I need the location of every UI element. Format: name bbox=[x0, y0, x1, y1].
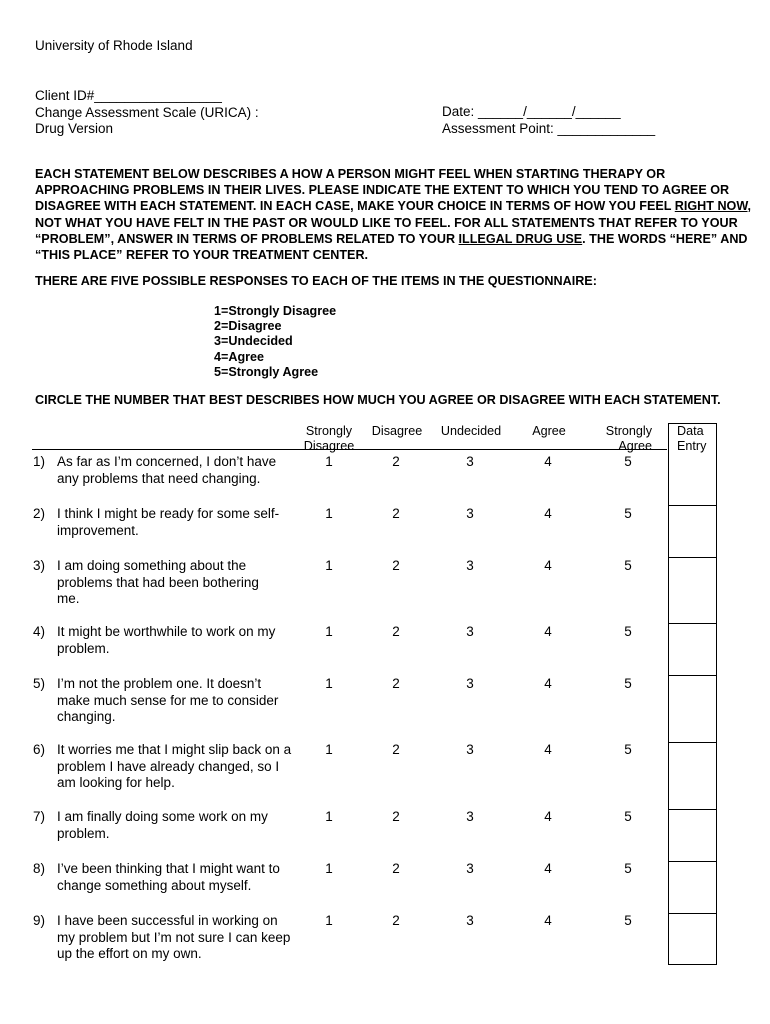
column-header-line: Agree bbox=[618, 438, 652, 453]
column-header-line: Entry bbox=[677, 438, 707, 453]
choice-3[interactable]: 3 bbox=[466, 454, 474, 469]
choice-3[interactable]: 3 bbox=[466, 742, 474, 757]
scale-option: 3=Undecided bbox=[214, 334, 293, 349]
choice-1[interactable]: 1 bbox=[325, 454, 333, 469]
choice-3[interactable]: 3 bbox=[466, 809, 474, 824]
instructions-emphasis-drug-use: ILLEGAL DRUG USE bbox=[458, 231, 583, 246]
item-text: I’ve been thinking that I might want to change something about myself. bbox=[57, 861, 280, 893]
choice-3[interactable]: 3 bbox=[466, 558, 474, 573]
choice-2[interactable]: 2 bbox=[392, 742, 400, 757]
choice-5[interactable]: 5 bbox=[624, 506, 632, 521]
header-divider bbox=[32, 449, 667, 450]
item-text: I am finally doing some work on my problem. bbox=[57, 809, 268, 841]
possible-responses-heading: THERE ARE FIVE POSSIBLE RESPONSES TO EACH OF THE ITEMS IN THE QUESTIONNAIRE: bbox=[35, 274, 597, 288]
choice-3[interactable]: 3 bbox=[466, 506, 474, 521]
item-number: 8) bbox=[33, 861, 46, 876]
choice-4[interactable]: 4 bbox=[544, 558, 552, 573]
choice-5[interactable]: 5 bbox=[624, 624, 632, 639]
instructions-emphasis-right-now: RIGHT NOW bbox=[674, 199, 748, 214]
client-id-field[interactable]: Client ID#_________________ bbox=[35, 88, 222, 103]
choice-5[interactable]: 5 bbox=[624, 676, 632, 691]
data-entry-column bbox=[668, 423, 717, 965]
column-header-undecided: Undecided bbox=[440, 424, 502, 438]
data-entry-cell[interactable] bbox=[669, 505, 716, 506]
choice-1[interactable]: 1 bbox=[325, 506, 333, 521]
data-entry-cell[interactable] bbox=[669, 623, 716, 624]
item-number: 7) bbox=[33, 809, 46, 824]
choice-3[interactable]: 3 bbox=[466, 861, 474, 876]
column-header-line: Disagree bbox=[303, 438, 355, 453]
scale-option: 5=Strongly Agree bbox=[214, 364, 319, 379]
data-entry-cell[interactable] bbox=[669, 913, 716, 914]
instructions bbox=[35, 166, 755, 263]
choice-5[interactable]: 5 bbox=[624, 913, 632, 928]
choice-1[interactable]: 1 bbox=[325, 861, 333, 876]
scale-option: 4=Agree bbox=[214, 349, 265, 364]
choice-5[interactable]: 5 bbox=[624, 558, 632, 573]
choice-2[interactable]: 2 bbox=[392, 809, 400, 824]
column-header-line: Strongly bbox=[305, 424, 353, 438]
choice-4[interactable]: 4 bbox=[544, 809, 552, 824]
column-header-agree: Agree bbox=[532, 424, 566, 438]
data-entry-cell[interactable] bbox=[669, 742, 716, 743]
scale-option: 2=Disagree bbox=[214, 319, 282, 334]
version-label: Drug Version bbox=[35, 121, 114, 136]
data-entry-header bbox=[669, 424, 716, 453]
choice-5[interactable]: 5 bbox=[624, 454, 632, 469]
item-number: 6) bbox=[33, 742, 46, 757]
choice-1[interactable]: 1 bbox=[325, 809, 333, 824]
choice-5[interactable]: 5 bbox=[624, 809, 632, 824]
header-right bbox=[442, 104, 655, 137]
data-entry-cell[interactable] bbox=[669, 861, 716, 862]
choice-4[interactable]: 4 bbox=[544, 454, 552, 469]
choice-1[interactable]: 1 bbox=[325, 676, 333, 691]
choice-1[interactable]: 1 bbox=[325, 558, 333, 573]
assessment-point-field[interactable]: Assessment Point: _____________ bbox=[442, 120, 656, 136]
choice-5[interactable]: 5 bbox=[624, 742, 632, 757]
item-text: I’m not the problem one. It doesn’t make much sense for me to consider changing. bbox=[57, 676, 279, 724]
scale-name: Change Assessment Scale (URICA) : bbox=[35, 104, 259, 120]
choice-4[interactable]: 4 bbox=[544, 861, 552, 876]
column-header-disagree: Disagree bbox=[371, 424, 423, 438]
choice-2[interactable]: 2 bbox=[392, 676, 400, 691]
item-text: I have been successful in working on my problem but I’m not sure I can keep up the effort on my own. bbox=[57, 913, 291, 961]
choice-1[interactable]: 1 bbox=[325, 742, 333, 757]
choice-4[interactable]: 4 bbox=[544, 624, 552, 639]
header-left bbox=[35, 88, 259, 138]
choice-5[interactable]: 5 bbox=[624, 861, 632, 876]
item-text: I am doing something about the problems that had been bothering me. bbox=[57, 558, 259, 606]
choice-2[interactable]: 2 bbox=[392, 506, 400, 521]
item-number: 1) bbox=[33, 454, 46, 469]
item-text: I think I might be ready for some self-improvement. bbox=[57, 506, 280, 538]
item-number: 3) bbox=[33, 558, 46, 573]
university-name: University of Rhode Island bbox=[35, 38, 193, 53]
data-entry-cell[interactable] bbox=[669, 809, 716, 810]
item-number: 2) bbox=[33, 506, 46, 521]
item-number: 9) bbox=[33, 913, 46, 928]
response-scale bbox=[214, 304, 336, 380]
choice-1[interactable]: 1 bbox=[325, 624, 333, 639]
instructions-part2: , NOT WHAT YOU HAVE FELT IN THE PAST OR WOULD LIKE TO FEEL. FOR ALL STATEMENTS THAT REFER TO YOUR “PROBLEM”, ANSWER IN TERMS OF PROBLEMS RELATED TO YOUR bbox=[35, 199, 752, 246]
item-text: As far as I’m concerned, I don’t have any problems that need changing. bbox=[57, 454, 277, 486]
choice-4[interactable]: 4 bbox=[544, 506, 552, 521]
choice-2[interactable]: 2 bbox=[392, 913, 400, 928]
instructions-part3: . THE WORDS “HERE” AND “THIS PLACE” REFER TO YOUR TREATMENT CENTER. bbox=[35, 231, 748, 263]
circle-instruction: CIRCLE THE NUMBER THAT BEST DESCRIBES HOW MUCH YOU AGREE OR DISAGREE WITH EACH STATEMENT. bbox=[35, 393, 721, 407]
instructions-part1: EACH STATEMENT BELOW DESCRIBES A HOW A PERSON MIGHT FEEL WHEN STARTING THERAPY OR APPROACHING PROBLEMS IN THEIR LIVES. PLEASE INDICATE THE EXTENT TO WHICH YOU TEND TO AGREE OR DISAGREE WITH EACH STATEMENT. IN EACH CASE, MAKE YOUR CHOICE IN TERMS OF HOW YOU FEEL bbox=[35, 167, 730, 214]
date-field[interactable]: Date: ______/______/______ bbox=[442, 104, 621, 119]
choice-4[interactable]: 4 bbox=[544, 676, 552, 691]
item-text: It worries me that I might slip back on a problem I have already changed, so I am looking for help. bbox=[57, 742, 292, 790]
item-number: 4) bbox=[33, 624, 46, 639]
choice-1[interactable]: 1 bbox=[325, 913, 333, 928]
choice-2[interactable]: 2 bbox=[392, 861, 400, 876]
item-text: It might be worthwhile to work on my problem. bbox=[57, 624, 276, 656]
data-entry-cell[interactable] bbox=[669, 675, 716, 676]
choice-3[interactable]: 3 bbox=[466, 676, 474, 691]
data-entry-cell[interactable] bbox=[669, 557, 716, 558]
column-header-line: Strongly bbox=[605, 424, 652, 438]
choice-3[interactable]: 3 bbox=[466, 624, 474, 639]
choice-4[interactable]: 4 bbox=[544, 742, 552, 757]
choice-4[interactable]: 4 bbox=[544, 913, 552, 928]
item-number: 5) bbox=[33, 676, 46, 691]
scale-option: 1=Strongly Disagree bbox=[214, 304, 337, 318]
column-header-line: Data bbox=[677, 424, 704, 438]
choice-2[interactable]: 2 bbox=[392, 624, 400, 639]
choice-2[interactable]: 2 bbox=[392, 454, 400, 469]
choice-2[interactable]: 2 bbox=[392, 558, 400, 573]
choice-3[interactable]: 3 bbox=[466, 913, 474, 928]
